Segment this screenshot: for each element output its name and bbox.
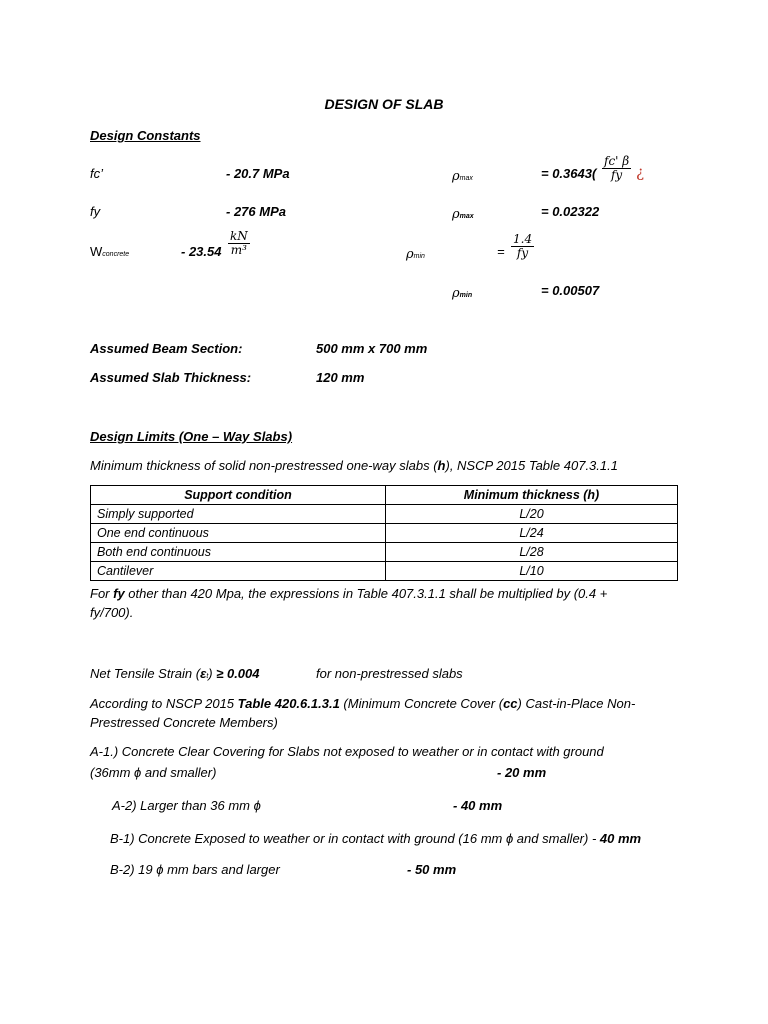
design-limits-intro — [90, 458, 618, 473]
table-row — [91, 505, 678, 524]
assumed-beam-label: Assumed Beam Section: — [90, 341, 243, 356]
intro-text-h: h — [437, 458, 446, 473]
cover-intro-post: ) Cast-in-Place Non- — [517, 696, 636, 711]
table-row — [91, 562, 678, 581]
strain-label-post: ) — [208, 666, 217, 681]
cover-intro-cc: cc — [503, 696, 518, 711]
note-pre: For — [90, 586, 114, 601]
w-unit-numerator: kN — [230, 229, 248, 243]
cover-a2-label: A-2) Larger than 36 mm ϕ — [112, 798, 261, 813]
cover-a1-line2: (36mm ϕ and smaller) — [90, 765, 217, 780]
rho-min-subscript: min — [413, 253, 425, 260]
min-thickness-table — [90, 485, 678, 581]
rho-min-value-label: ρmin — [452, 286, 473, 301]
rho-min-fraction-denominator: fy — [516, 246, 529, 260]
table-cell-support: One end continuous — [91, 524, 386, 543]
cover-a2-value: - 40 mm — [453, 798, 503, 813]
rho-max-formula-prefix: = 0.3643( — [541, 166, 597, 181]
note-fy: fy — [113, 586, 125, 601]
rho-max-fraction — [602, 155, 631, 182]
cover-a1-line1: A-1.) Concrete Clear Covering for Slabs not exposed to weather or in contact with ground — [90, 744, 604, 759]
table-header-support: Support condition — [91, 486, 386, 505]
formula-error-mark: ¿ — [636, 163, 645, 181]
table-cell-support: Both end continuous — [91, 543, 386, 562]
assumed-beam-value: 500 mm x 700 mm — [316, 341, 428, 356]
table-cell-thickness: L/10 — [386, 562, 678, 581]
rho-max-label — [452, 168, 473, 184]
cover-intro-table: Table 420.6.1.3.1 — [237, 696, 340, 711]
fy-value: - 276 MPa — [226, 204, 286, 219]
table-row — [91, 543, 678, 562]
rho-min2-subscript: min — [459, 292, 473, 299]
cover-intro-pre: According to NSCP 2015 — [90, 696, 238, 711]
cover-b1-label: B-1) Concrete Exposed to weather or in contact with ground (16 mm ϕ and smaller) - — [110, 831, 600, 846]
design-limits-heading: Design Limits (One – Way Slabs) — [90, 429, 293, 444]
fc-value: - 20.7 MPa — [226, 166, 290, 181]
w-unit-denominator: m³ — [230, 243, 247, 257]
table-cell-thickness: L/28 — [386, 543, 678, 562]
rho-min-label: ρmin — [406, 247, 425, 262]
rho-min-value: = 0.00507 — [541, 283, 600, 298]
assumed-slab-label: Assumed Slab Thickness: — [90, 370, 252, 385]
design-constants-heading: Design Constants — [90, 128, 201, 143]
table-header-thickness: Minimum thickness (h) — [386, 486, 678, 505]
table-cell-support: Cantilever — [91, 562, 386, 581]
intro-text-pre: Minimum thickness of solid non-prestressed one-way slabs ( — [90, 458, 438, 473]
assumed-slab-value: 120 mm — [316, 370, 365, 385]
cover-intro-line1 — [90, 696, 635, 711]
cover-intro-line2: Prestressed Concrete Members) — [90, 715, 278, 730]
note-post: other than 420 Mpa, the expressions in Table 407.3.1.1 shall be multiplied by (0.4 + — [124, 586, 608, 601]
cover-b1-value: 40 mm — [599, 831, 642, 846]
strain-epsilon: ε — [200, 666, 207, 681]
w-unit-fraction — [228, 230, 250, 257]
fy-note-line1 — [90, 586, 607, 601]
rho-symbol: ρ — [452, 169, 460, 184]
intro-text-post: ), NSCP 2015 Table 407.3.1.1 — [445, 458, 618, 473]
cover-b1 — [110, 831, 641, 846]
rho-max-subscript: max — [459, 175, 473, 182]
strain-label-pre: Net Tensile Strain ( — [90, 666, 201, 681]
cover-a1-value: - 20 mm — [497, 765, 547, 780]
table-cell-thickness: L/20 — [386, 505, 678, 524]
table-cell-thickness: L/24 — [386, 524, 678, 543]
rho-min-fraction-numerator: 1.4 — [513, 232, 533, 246]
page-title: DESIGN OF SLAB — [324, 96, 444, 112]
rho-max-value: = 0.02322 — [541, 204, 600, 219]
cover-intro-mid: (Minimum Concrete Cover ( — [339, 696, 504, 711]
w-concrete-label — [90, 244, 129, 259]
strain-note: for non-prestressed slabs — [316, 666, 463, 681]
net-tensile-strain — [90, 666, 260, 681]
w-subscript: concrete — [102, 251, 130, 258]
rho-min-equals: = — [497, 244, 505, 259]
rho-max-fraction-denominator: fy — [610, 168, 623, 182]
fy-label: fy — [90, 204, 101, 219]
table-header-row — [91, 486, 678, 505]
w-symbol: W — [90, 244, 103, 259]
table-row — [91, 524, 678, 543]
cover-b2-label: B-2) 19 ϕ mm bars and larger — [110, 862, 280, 877]
rho-max2-subscript: max — [459, 213, 474, 220]
rho-max-fraction-numerator: fc' β — [604, 154, 630, 168]
fc-label: fc’ — [90, 166, 103, 181]
table-cell-support: Simply supported — [91, 505, 386, 524]
cover-b2-value: - 50 mm — [407, 862, 457, 877]
rho-min-fraction — [511, 233, 534, 260]
rho-max-value-label: ρmax — [452, 207, 474, 222]
strain-value: ≥ 0.004 — [216, 666, 260, 681]
fy-note-line2: fy/700). — [90, 605, 134, 620]
w-concrete-value: - 23.54 — [181, 244, 222, 259]
strain-subscript: t — [206, 673, 209, 680]
